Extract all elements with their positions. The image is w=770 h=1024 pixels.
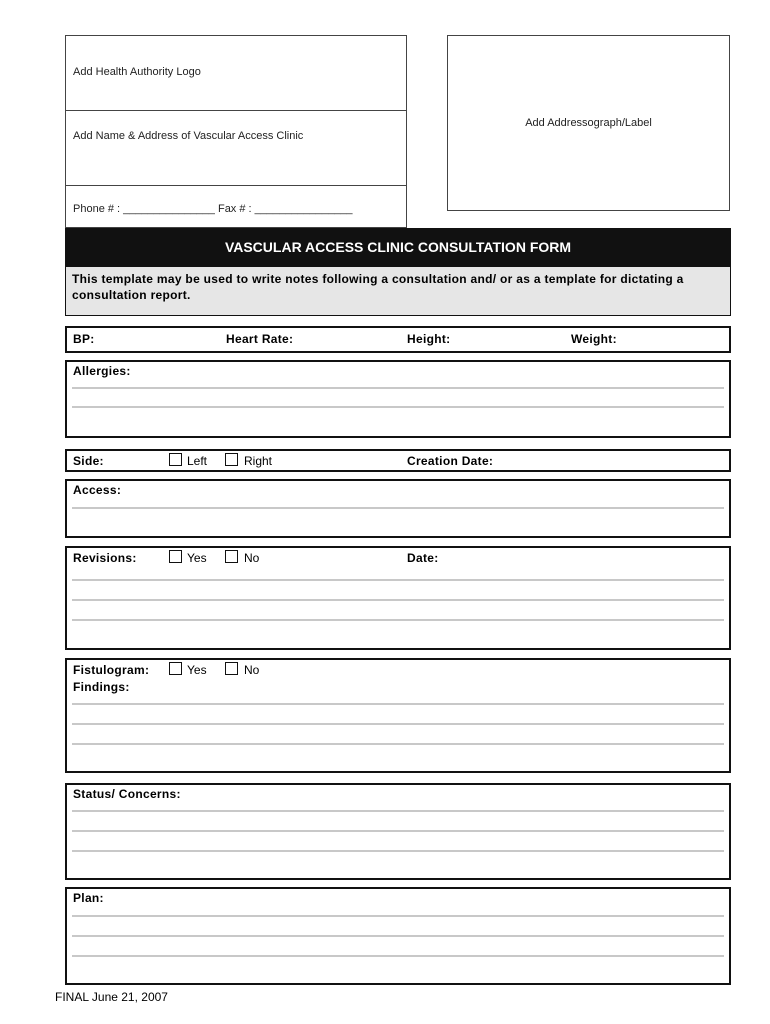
footer-version: FINAL June 21, 2007 [55,990,168,1004]
status-line-1[interactable] [72,810,724,812]
weight-label: Weight: [571,332,617,346]
vitals-section [65,326,731,353]
revisions-line-3[interactable] [72,619,724,621]
revisions-label: Revisions: [73,551,137,565]
bp-label: BP: [73,332,95,346]
form-title: VASCULAR ACCESS CLINIC CONSULTATION FORM [65,228,731,266]
fistulogram-section [65,658,731,773]
revisions-no-label: No [244,551,260,565]
allergies-section [65,360,731,438]
side-label: Side: [73,454,104,468]
revisions-yes-checkbox[interactable] [169,550,182,563]
allergies-line-2[interactable] [72,406,724,408]
logo-placeholder: Add Health Authority Logo [73,66,201,78]
fistulogram-no-checkbox[interactable] [225,662,238,675]
plan-label: Plan: [73,891,104,905]
allergies-label: Allergies: [73,364,131,378]
allergies-line-1[interactable] [72,387,724,389]
right-label: Right [244,454,273,468]
status-label: Status/ Concerns: [73,787,181,801]
clinic-address-placeholder: Add Name & Address of Vascular Access Clinic [73,130,304,142]
fistulogram-label: Fistulogram: [73,663,150,677]
revisions-section [65,546,731,650]
header-divider-1 [65,110,407,111]
revisions-date-label: Date: [407,551,439,565]
left-checkbox[interactable] [169,453,182,466]
plan-line-2[interactable] [72,935,724,937]
access-label: Access: [73,483,122,497]
template-note: This template may be used to write notes following a consultation and/ or as a template for dictating a consultation report. [65,266,731,316]
side-section [65,449,731,472]
creation-date-label: Creation Date: [407,454,494,468]
left-label: Left [187,454,208,468]
fistulogram-no-label: No [244,663,260,677]
fistulogram-yes-label: Yes [187,663,207,677]
findings-label: Findings: [73,680,130,694]
right-checkbox[interactable] [225,453,238,466]
findings-line-2[interactable] [72,723,724,725]
findings-line-1[interactable] [72,703,724,705]
header-divider-2 [65,185,407,186]
plan-line-1[interactable] [72,915,724,917]
phone-fax-line: Phone # : _______________ Fax # : ________________ [73,203,353,215]
findings-line-3[interactable] [72,743,724,745]
addressograph-placeholder: Add Addressograph/Label [525,117,652,129]
heart-rate-label: Heart Rate: [226,332,294,346]
access-line-1[interactable] [72,507,724,509]
revisions-no-checkbox[interactable] [225,550,238,563]
revisions-line-2[interactable] [72,599,724,601]
status-line-3[interactable] [72,850,724,852]
revisions-line-1[interactable] [72,579,724,581]
plan-line-3[interactable] [72,955,724,957]
revisions-yes-label: Yes [187,551,207,565]
height-label: Height: [407,332,451,346]
status-line-2[interactable] [72,830,724,832]
fistulogram-yes-checkbox[interactable] [169,662,182,675]
